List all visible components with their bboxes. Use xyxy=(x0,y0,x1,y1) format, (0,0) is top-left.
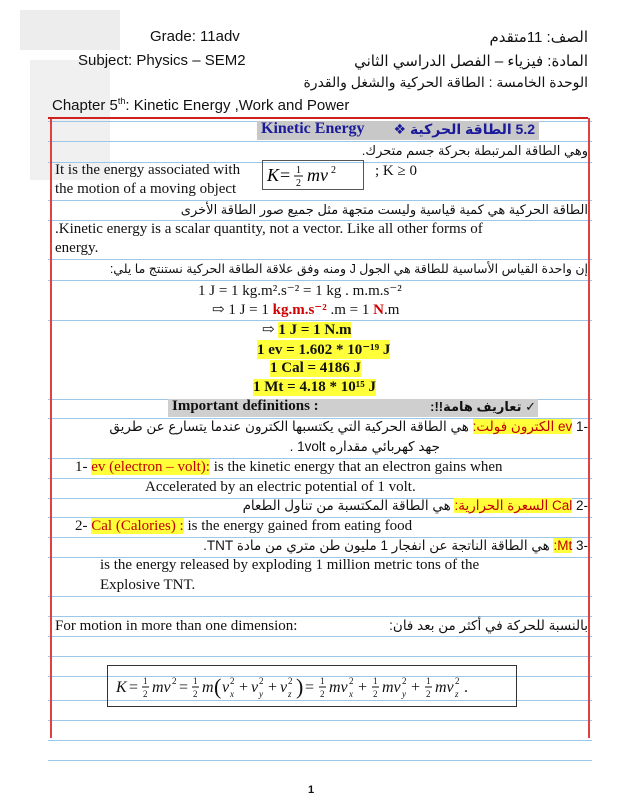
svg-text:(: ( xyxy=(214,674,222,699)
ar-subject-label: المادة: فيزياء – الفصل الدراسي الثاني xyxy=(354,53,588,70)
unit-eq-2: ⇨ 1 J = 1 kg.m.s⁻² .m = 1 N.m xyxy=(212,302,400,318)
svg-text:mv: mv xyxy=(382,679,401,696)
def1-ar-line2: جهد كهربائي مقداره 1volt . xyxy=(289,439,440,454)
svg-text:2: 2 xyxy=(331,165,336,176)
svg-text:2: 2 xyxy=(296,178,301,189)
margin-line-right xyxy=(588,118,590,738)
svg-text:2: 2 xyxy=(193,689,198,699)
svg-text:K: K xyxy=(116,679,127,696)
grade-label: Grade: 11adv xyxy=(150,28,240,45)
svg-text:2: 2 xyxy=(288,676,293,686)
svg-text:v: v xyxy=(222,679,230,696)
svg-text:=: = xyxy=(280,165,291,185)
def1-ar: -1 ev الكترون فولت: هي الطاقة الحركية التي يكتسبها الكترون عندما يتسارع عن طريق xyxy=(109,419,588,434)
en-intro-line1: It is the energy associated with xyxy=(55,162,241,178)
svg-text:2: 2 xyxy=(373,689,378,699)
unit-eq-cal: 1 Cal = 4186 J xyxy=(270,360,362,376)
def3-ar: -3 Mt: هي الطاقة الناتجة عن انفجار 1 مليون طن متري من مادة TNT. xyxy=(203,538,588,553)
kinetic-energy-formula-box xyxy=(262,160,364,190)
svg-text:mv: mv xyxy=(307,165,328,185)
svg-text:2: 2 xyxy=(349,676,354,686)
svg-text:z: z xyxy=(288,689,292,699)
svg-text:2: 2 xyxy=(259,676,264,686)
margin-line-left xyxy=(50,118,52,738)
unit-eq-1: 1 J = 1 kg.m².s⁻² = 1 kg . m.m.s⁻² xyxy=(198,283,402,299)
def3-en-line1: is the energy released by exploding 1 million metric tons of the xyxy=(100,557,480,573)
section-title-en: Kinetic Energy xyxy=(261,120,365,137)
motion-ar: بالنسبة للحركة في أكثر من بعد فان: xyxy=(389,618,588,633)
ar-unit-joule: إن واحدة القياس الأساسية للطاقة هي الجول J ومنه وفق علاقة الطاقة الحركية نستنتج ما يلي: xyxy=(109,262,588,276)
svg-text:2: 2 xyxy=(230,676,235,686)
svg-text:v: v xyxy=(280,679,288,696)
svg-text:1: 1 xyxy=(373,676,378,686)
definitions-title-box xyxy=(168,399,538,417)
svg-text:2: 2 xyxy=(172,676,177,686)
svg-text:z: z xyxy=(455,689,459,699)
svg-text:y: y xyxy=(259,689,263,699)
svg-text:1: 1 xyxy=(296,165,301,176)
en-intro-line2: the motion of a moving object xyxy=(55,181,237,197)
svg-text:.: . xyxy=(464,679,468,696)
svg-text:m: m xyxy=(202,679,214,696)
svg-text:mv: mv xyxy=(329,679,348,696)
svg-text:2: 2 xyxy=(426,689,431,699)
ar-unit-label: الوحدة الخامسة : الطاقة الحركية والشغل والقدرة xyxy=(303,74,588,90)
svg-text:+: + xyxy=(239,679,249,696)
svg-text:x: x xyxy=(349,689,353,699)
svg-text:=: = xyxy=(179,679,189,696)
ar-grade-label: الصف: 11متقدم xyxy=(489,29,588,46)
svg-text:y: y xyxy=(402,689,406,699)
chapter-title: Chapter 5th: Kinetic Energy ,Work and Power xyxy=(52,96,350,114)
section-title-ar: 5.2 الطاقة الحركية ❖ xyxy=(393,121,535,137)
def2-en: 2- Cal (Calories) : is the energy gained from eating food xyxy=(75,518,413,534)
kinetic-energy-formula xyxy=(263,161,363,189)
unit-eq-3: ⇨ 1 J = 1 N.m xyxy=(262,322,352,338)
svg-text:v: v xyxy=(251,679,259,696)
svg-text:2: 2 xyxy=(402,676,407,686)
svg-text:=: = xyxy=(129,679,139,696)
ar-intro: وهي الطاقة المرتبطة بحركة جسم متحرك. xyxy=(361,143,588,158)
en-scalar-line2: energy. xyxy=(55,240,99,256)
page-number: 1 xyxy=(308,784,315,796)
svg-text:): ) xyxy=(296,674,304,699)
svg-text:1: 1 xyxy=(193,676,198,686)
svg-text:+: + xyxy=(358,679,368,696)
ar-scalar: الطاقة الحركية هي كمية قياسية وليست متجهة مثل جميع صور الطاقة الأخرى xyxy=(180,202,588,217)
multi-dimension-formula xyxy=(108,666,516,706)
def1-en: 1- ev (electron – volt): is the kinetic energy that an electron gains when xyxy=(75,459,503,475)
svg-text:1: 1 xyxy=(320,676,325,686)
svg-text:1: 1 xyxy=(143,676,148,686)
svg-text:mv: mv xyxy=(435,679,454,696)
svg-text:K: K xyxy=(267,165,280,185)
motion-en: For motion in more than one dimension: xyxy=(55,618,298,634)
svg-text:2: 2 xyxy=(320,689,325,699)
def3-en-line2: Explosive TNT. xyxy=(100,577,196,593)
definitions-title-en: Important definitions : xyxy=(172,398,319,414)
svg-text:2: 2 xyxy=(143,689,148,699)
svg-text:=: = xyxy=(305,679,315,696)
svg-text:+: + xyxy=(268,679,278,696)
svg-text:mv: mv xyxy=(152,679,171,696)
svg-text:2: 2 xyxy=(455,676,460,686)
chapter-underline xyxy=(48,117,588,119)
multi-dimension-formula-box xyxy=(107,665,517,707)
unit-eq-ev: 1 ev = 1.602 * 10⁻¹⁹ J xyxy=(257,342,391,358)
svg-text:+: + xyxy=(411,679,421,696)
def1-en-line2: Accelerated by an electric potential of 1 volt. xyxy=(145,479,416,495)
unit-eq-mt: 1 Mt = 4.18 * 10¹⁵ J xyxy=(253,379,376,395)
def2-ar: -2 Cal السعرة الحرارية: هي الطاقة المكتسبة من تناول الطعام xyxy=(242,498,588,513)
section-title-box xyxy=(257,121,539,140)
en-scalar-line1: .Kinetic energy is a scalar quantity, not a vector. Like all other forms of xyxy=(55,221,483,237)
subject-label: Subject: Physics – SEM2 xyxy=(78,52,246,69)
definitions-title-ar: ✓ تعاريف هامة!!: xyxy=(430,399,536,414)
svg-text:1: 1 xyxy=(426,676,431,686)
formula-condition: ; K ≥ 0 xyxy=(375,163,417,179)
svg-text:x: x xyxy=(230,689,234,699)
